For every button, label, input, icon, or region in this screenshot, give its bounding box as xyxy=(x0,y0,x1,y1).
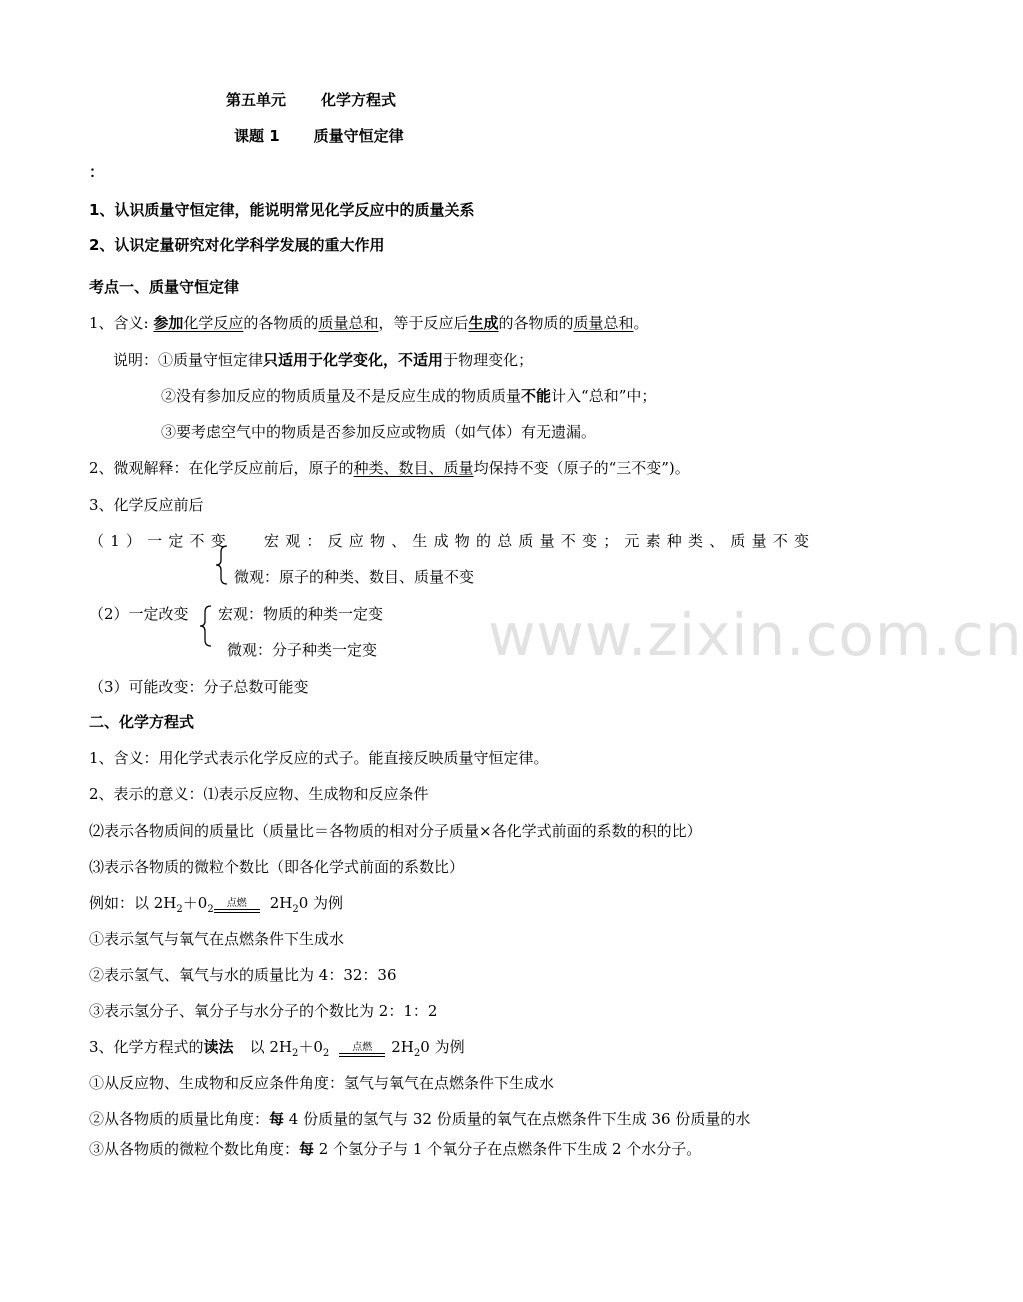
lesson-title: 质量守恒定律 xyxy=(313,127,404,145)
subscript: 2 xyxy=(322,1048,330,1059)
section1-heading: 考点一、质量守恒定律 xyxy=(89,278,240,296)
example-text: 0 为例 xyxy=(298,894,344,912)
example-text: 2H xyxy=(269,894,293,912)
subscript: 2 xyxy=(413,1048,421,1059)
note-bold: ， xyxy=(383,351,399,369)
lesson-label: 课题 1 xyxy=(234,127,280,145)
note-text: 于物理变化； xyxy=(443,351,534,369)
unit-heading xyxy=(226,90,396,110)
example-text: 例如：以 2H xyxy=(89,894,177,912)
reading-text: 0 为例 xyxy=(420,1038,465,1056)
reaction-condition: 点燃 xyxy=(352,1042,373,1053)
brace-unchanged xyxy=(212,544,232,586)
reaction-arrow xyxy=(339,1043,385,1057)
subscript: 2 xyxy=(292,904,299,915)
brace-changed xyxy=(196,604,216,648)
definition-text: ，等于反应后 xyxy=(378,314,469,332)
watermark: www.zixin.com.cn xyxy=(488,601,1023,669)
reading-text: 4 份质量的氢气与 32 份质量的氧气在点燃条件下生成 36 份质量的水 xyxy=(284,1110,751,1128)
objective-2: 2、认识定量研究对化学科学发展的重大作用 xyxy=(89,236,385,254)
definition-text: 的各物质的 xyxy=(243,314,319,332)
note-bold: 不能 xyxy=(521,387,552,405)
note-text: ②没有参加反应的物质质量及不是反应生成的物质质量 xyxy=(161,387,522,405)
example-text: ＋0 xyxy=(182,894,208,912)
example-meaning-2: ②表示氢气、氧气与水的质量比为 4：32：36 xyxy=(89,966,397,984)
example-meaning-1: ①表示氢气与氧气在点燃条件下生成水 xyxy=(89,930,345,948)
unchanged-micro: 微观：原子的种类、数目、质量不变 xyxy=(234,568,475,586)
note-2 xyxy=(161,386,656,406)
reading-text: ②从各物质的质量比角度： xyxy=(89,1110,270,1128)
note-3: ③要考虑空气中的物质是否参加反应或物质（如气体）有无遗漏。 xyxy=(161,423,597,441)
reading-heading xyxy=(89,1037,465,1064)
reading-bold: 读法 xyxy=(203,1038,234,1056)
maybe-changed: （3）可能改变：分子总数可能变 xyxy=(89,678,309,696)
reading-text: 3、化学方程式的 xyxy=(89,1038,204,1056)
reading-text: 2 个氢分子与 1 个氧分子在点燃条件下生成 2 个水分子。 xyxy=(314,1140,702,1158)
reaction-arrow xyxy=(214,899,260,913)
section2-heading: 二、化学方程式 xyxy=(89,713,195,731)
unchanged-label: （1）一定不变 xyxy=(89,532,232,550)
reading-bold: 每 xyxy=(269,1110,285,1128)
objectives-colon: ： xyxy=(89,163,105,181)
reading-text: ＋0 xyxy=(298,1038,323,1056)
reading-text: ③从各物质的微粒个数比角度： xyxy=(89,1140,300,1158)
definition-prefix: 1、含义: xyxy=(89,314,149,332)
note-label: 说明：①质量守恒定律 xyxy=(113,351,264,369)
definition-text: 的各物质的 xyxy=(498,314,574,332)
unchanged-macro: 宏观：反应物、生成物的总质量不变；元素种类、质量不变 xyxy=(264,532,816,550)
subscript: 2 xyxy=(207,904,214,915)
subscript: 2 xyxy=(176,904,183,915)
example-meaning-3: ③表示氢分子、氧分子与水分子的个数比为 2：1：2 xyxy=(89,1002,438,1020)
reading-text: 以 2H xyxy=(249,1038,292,1056)
keyword-mass-sum: 质量总和 xyxy=(318,314,379,332)
objective-1: 1、认识质量守恒定律，能说明常见化学反应中的质量关系 xyxy=(89,201,475,219)
equation-significance: 2、表示的意义：⑴表示反应物、生成物和反应条件 xyxy=(89,785,429,803)
subscript: 2 xyxy=(291,1048,299,1059)
note-1 xyxy=(113,350,533,370)
changed-label: （2）一定改变 xyxy=(89,605,189,623)
note-bold: 不适用 xyxy=(398,351,444,369)
note-bold: 只适用于化学变化 xyxy=(263,351,384,369)
definition-line xyxy=(89,313,649,333)
micro-explanation xyxy=(89,458,690,478)
keyword-reaction: 化学反应 xyxy=(183,314,244,332)
reading-3 xyxy=(89,1139,701,1159)
definition-text: 。 xyxy=(633,314,649,332)
note-text: 计入“总和”中； xyxy=(551,387,657,405)
keyword-shengcheng: 生成 xyxy=(468,314,499,332)
keyword-canjia: 参加 xyxy=(153,314,184,332)
unit-label: 第五单元 xyxy=(226,91,287,109)
reading-1: ①从反应物、生成物和反应条件角度：氢气与氧气在点燃条件下生成水 xyxy=(89,1074,555,1092)
significance-2: ⑵表示各物质间的质量比（质量比＝各物质的相对分子质量×各化学式前面的系数的积的比） xyxy=(89,822,702,840)
example-equation xyxy=(89,893,343,920)
unit-title: 化学方程式 xyxy=(321,91,397,109)
lesson-heading xyxy=(234,126,404,146)
keyword-mass-sum: 质量总和 xyxy=(573,314,634,332)
reaction-condition: 点燃 xyxy=(226,898,247,909)
reading-text: 2H xyxy=(391,1038,414,1056)
reading-bold: 每 xyxy=(299,1140,315,1158)
equation-meaning: 1、含义：用化学式表示化学反应的式子。能直接反映质量守恒定律。 xyxy=(89,749,549,767)
reading-2 xyxy=(89,1109,750,1129)
significance-3: ⑶表示各物质的微粒个数比（即各化学式前面的系数比） xyxy=(89,858,465,876)
before-after-heading: 3、化学反应前后 xyxy=(89,496,204,514)
changed-micro: 微观：分子种类一定变 xyxy=(227,641,378,659)
micro-keywords: 种类、数目、质量 xyxy=(353,459,474,477)
micro-text: 均保持不变（原子的“三不变”)。 xyxy=(473,459,690,477)
micro-text: 2、微观解释：在化学反应前后，原子的 xyxy=(89,459,354,477)
changed-macro: 宏观：物质的种类一定变 xyxy=(218,605,384,623)
